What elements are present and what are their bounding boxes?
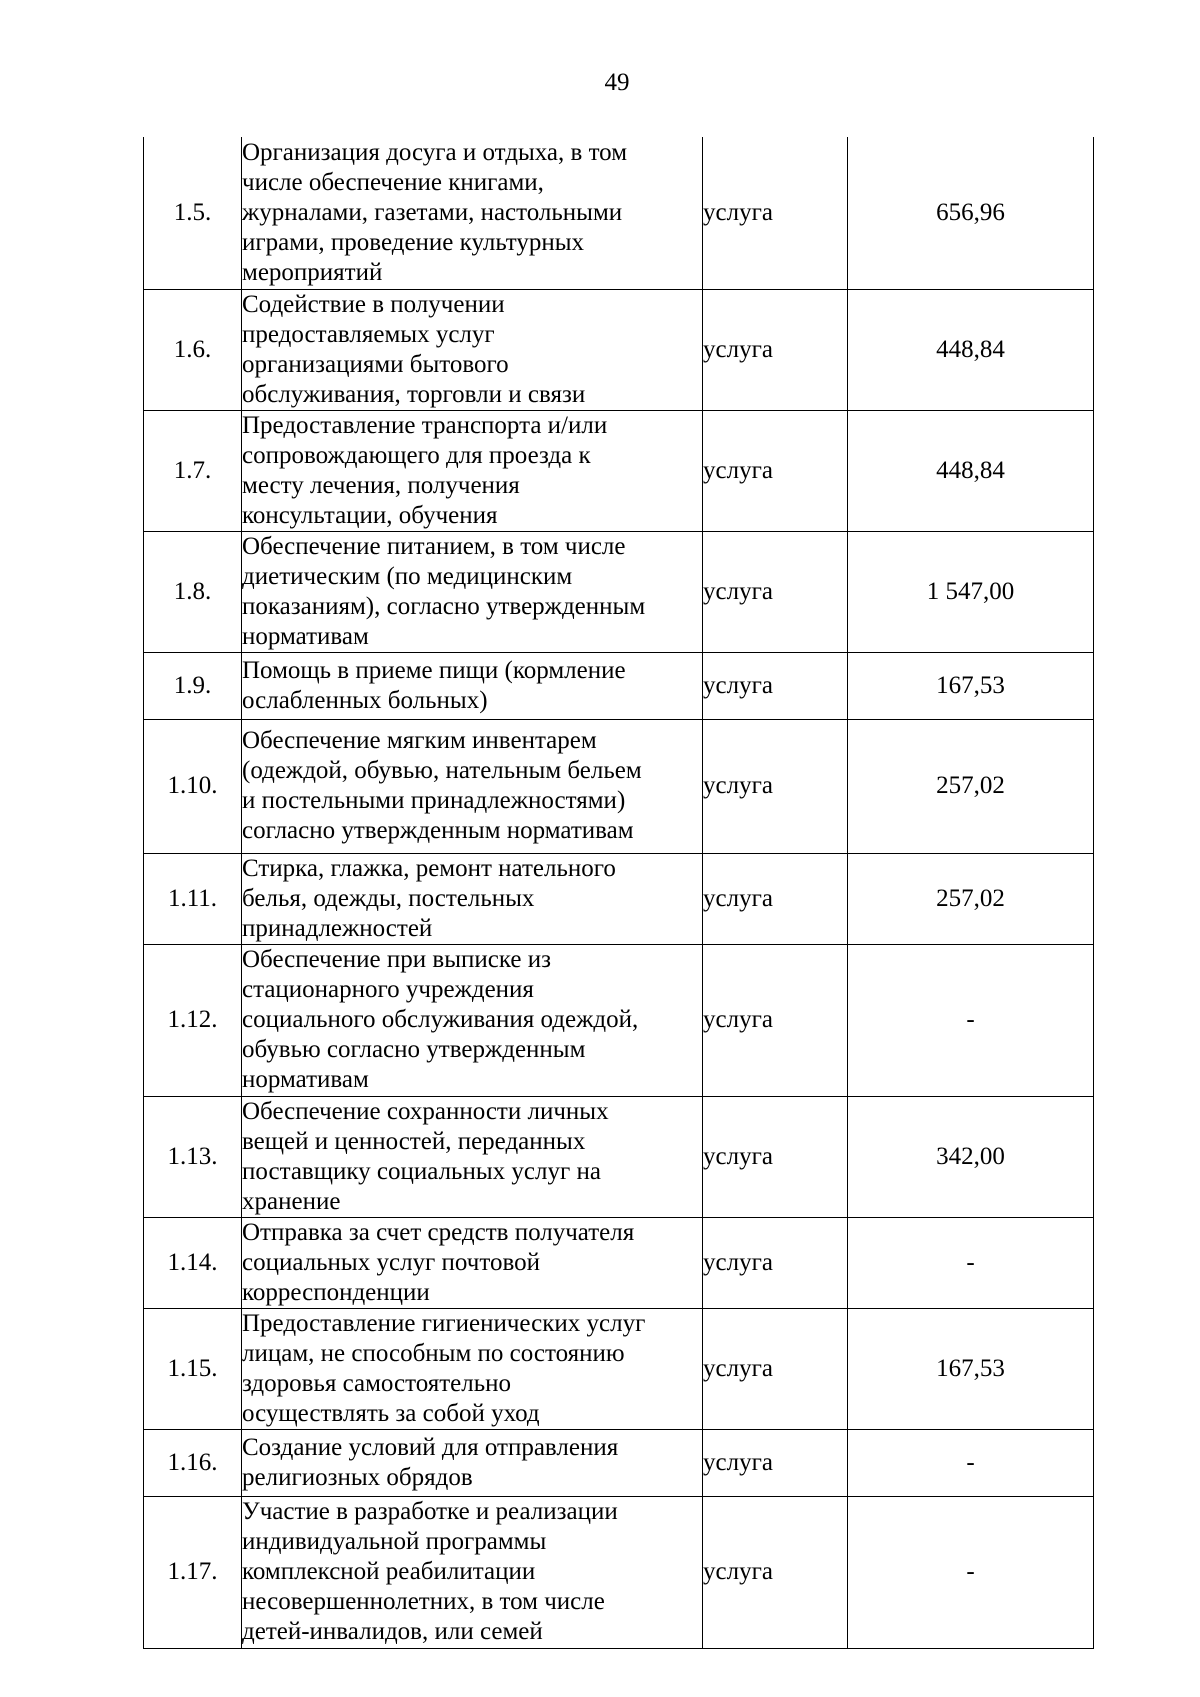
service-name-cell [242, 853, 703, 944]
price-cell [848, 944, 1094, 1096]
table-row [144, 531, 1094, 652]
unit-text: услуга [703, 577, 773, 605]
row-number-cell [144, 410, 242, 531]
unit-cell [703, 410, 848, 531]
service-name-text: Содействие в получении предоставляемых услуг организациями бытового обслуживания, торговли и связи [242, 290, 586, 408]
service-name-text: Организация досуга и отдыха, в том числе обеспечение книгами, журналами, газетами, настольными играми, проведение культурных мероприятий [242, 138, 628, 286]
unit-text: услуга [703, 1142, 773, 1170]
price-cell [848, 531, 1094, 652]
unit-cell [703, 1429, 848, 1496]
service-name-cell [242, 1496, 703, 1648]
unit-cell [703, 1096, 848, 1217]
service-name-text: Отправка за счет средств получателя социальных услуг почтовой корреспонденции [242, 1218, 635, 1306]
row-number-cell [144, 1217, 242, 1308]
row-number-cell [144, 1096, 242, 1217]
unit-text: услуга [703, 1448, 773, 1476]
service-name-text: Предоставление транспорта и/или сопровождающего для проезда к месту лечения, получения консультации, обучения [242, 411, 608, 529]
page-number: 49 [604, 69, 630, 96]
unit-text: услуга [703, 1558, 773, 1585]
service-name-cell [242, 1096, 703, 1217]
table-row [144, 1096, 1094, 1217]
unit-cell [703, 137, 848, 289]
row-number-text: 1.5. [173, 198, 212, 226]
unit-text: услуга [703, 456, 773, 484]
unit-cell [703, 652, 848, 719]
row-number-cell [144, 289, 242, 410]
row-number-text: 1.8. [173, 577, 212, 605]
row-number-cell [144, 652, 242, 719]
unit-text: услуга [703, 884, 773, 912]
row-number-cell [144, 1496, 242, 1648]
unit-text: услуга [703, 772, 773, 799]
price-text: 257,02 [936, 884, 1005, 912]
price-text: 1 547,00 [926, 577, 1015, 605]
table-row [144, 853, 1094, 944]
row-number-text: 1.13. [167, 1142, 218, 1170]
service-name-text: Помощь в приеме пищи (кормление ослабленных больных) [242, 656, 626, 714]
price-cell [848, 652, 1094, 719]
price-cell [848, 1308, 1094, 1429]
unit-cell [703, 719, 848, 853]
unit-cell [703, 531, 848, 652]
service-name-text: Обеспечение мягким инвентарем (одеждой, обувью, нательным бельем и постельными принадлежностями) согласно утвержденным нормативам [242, 727, 642, 844]
price-cell [848, 1429, 1094, 1496]
price-text: 167,53 [936, 671, 1005, 699]
price-text: 257,02 [936, 772, 1005, 799]
service-name-text: Участие в разработке и реализации индивидуальной программы комплексной реабилитации несовершеннолетних, в том числе детей-инвалидов, или семей [242, 1498, 618, 1645]
price-cell [848, 410, 1094, 531]
services-table [143, 137, 1094, 1649]
price-text: 656,96 [936, 198, 1005, 226]
unit-text: услуга [703, 1248, 773, 1276]
table-row [144, 652, 1094, 719]
row-number-text: 1.6. [173, 335, 212, 363]
row-number-text: 1.17. [167, 1558, 218, 1585]
unit-cell [703, 289, 848, 410]
table-row [144, 1496, 1094, 1648]
price-text: - [966, 1248, 975, 1276]
unit-cell [703, 1496, 848, 1648]
row-number-cell [144, 531, 242, 652]
unit-text: услуга [703, 335, 773, 363]
service-name-text: Предоставление гигиенических услуг лицам, не способным по состоянию здоровья самостоятельно осуществлять за собой уход [242, 1309, 646, 1427]
row-number-text: 1.10. [167, 772, 218, 799]
price-cell [848, 137, 1094, 289]
row-number-text: 1.16. [167, 1448, 218, 1476]
row-number-text: 1.12. [167, 1006, 218, 1033]
price-cell [848, 719, 1094, 853]
unit-text: услуга [703, 1006, 773, 1033]
unit-text: услуга [703, 1354, 773, 1382]
row-number-cell [144, 719, 242, 853]
unit-cell [703, 1217, 848, 1308]
table-row [144, 1429, 1094, 1496]
price-cell [848, 289, 1094, 410]
price-cell [848, 1096, 1094, 1217]
price-text: 448,84 [936, 456, 1005, 484]
row-number-text: 1.7. [173, 456, 212, 484]
service-name-cell [242, 944, 703, 1096]
row-number-cell [144, 1429, 242, 1496]
unit-text: услуга [703, 198, 773, 226]
table-row [144, 1217, 1094, 1308]
price-text: - [966, 1006, 975, 1033]
row-number-text: 1.11. [167, 884, 218, 912]
price-cell [848, 1217, 1094, 1308]
row-number-cell [144, 137, 242, 289]
table-row [144, 719, 1094, 853]
service-name-cell [242, 719, 703, 853]
service-name-text: Создание условий для отправления религиозных обрядов [242, 1433, 619, 1491]
service-name-cell [242, 1217, 703, 1308]
table-body [144, 137, 1094, 1648]
price-text: 167,53 [936, 1354, 1005, 1382]
table-row [144, 1308, 1094, 1429]
service-name-cell [242, 1308, 703, 1429]
service-name-cell [242, 1429, 703, 1496]
unit-cell [703, 944, 848, 1096]
price-text: - [966, 1558, 975, 1585]
unit-text: услуга [703, 671, 773, 699]
unit-cell [703, 1308, 848, 1429]
service-name-cell [242, 137, 703, 289]
table-row [144, 410, 1094, 531]
table-row [144, 944, 1094, 1096]
row-number-cell [144, 944, 242, 1096]
service-name-text: Стирка, глажка, ремонт нательного белья, одежды, постельных принадлежностей [242, 854, 616, 942]
table-row [144, 137, 1094, 289]
row-number-cell [144, 853, 242, 944]
service-name-text: Обеспечение питанием, в том числе диетическим (по медицинским показаниям), согласно утвержденным нормативам [242, 532, 646, 650]
price-text: - [966, 1448, 975, 1476]
row-number-text: 1.15. [167, 1354, 218, 1382]
service-name-cell [242, 289, 703, 410]
row-number-text: 1.9. [173, 671, 212, 699]
service-name-cell [242, 531, 703, 652]
row-number-text: 1.14. [167, 1248, 218, 1276]
service-name-cell [242, 652, 703, 719]
table-row [144, 289, 1094, 410]
service-name-text: Обеспечение при выписке из стационарного учреждения социального обслуживания одеждой, обувью согласно утвержденным нормативам [242, 946, 639, 1093]
row-number-cell [144, 1308, 242, 1429]
price-text: 448,84 [936, 335, 1005, 363]
unit-cell [703, 853, 848, 944]
service-name-text: Обеспечение сохранности личных вещей и ценностей, переданных поставщику социальных услуг на хранение [242, 1097, 609, 1215]
price-cell [848, 853, 1094, 944]
price-text: 342,00 [936, 1142, 1005, 1170]
price-cell [848, 1496, 1094, 1648]
service-name-cell [242, 410, 703, 531]
